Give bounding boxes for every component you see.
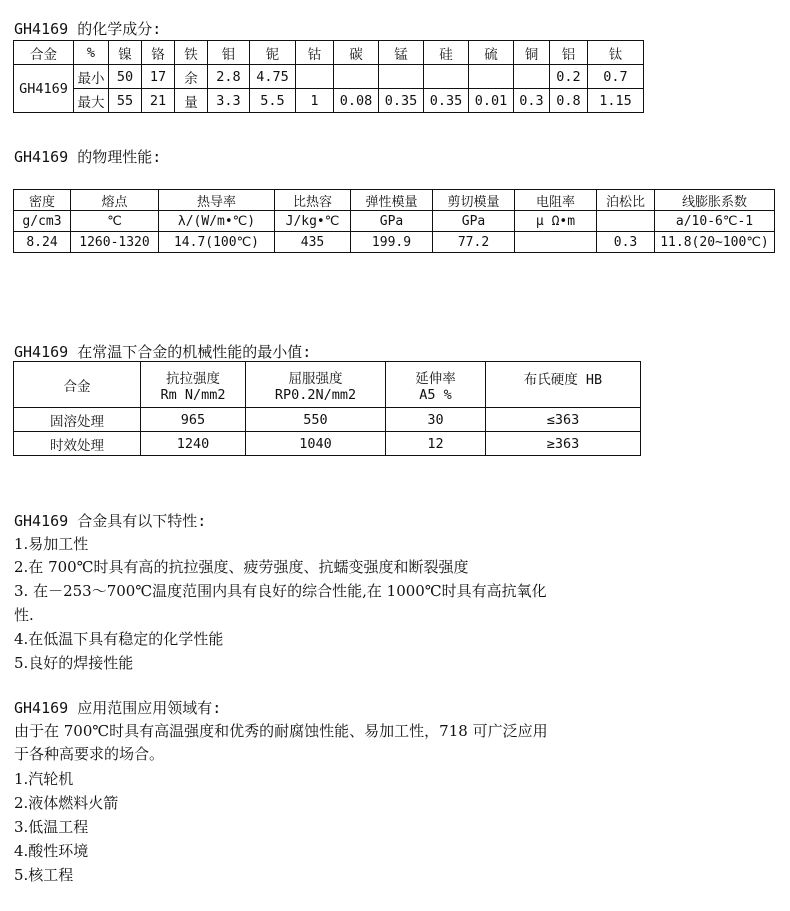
table-cell: 30 (386, 408, 486, 432)
application-item: 2.液体燃料火箭 (14, 794, 119, 812)
physical-heading: GH4169 的物理性能: (14, 148, 162, 166)
features-heading: GH4169 合金具有以下特性: (14, 512, 207, 530)
applications-heading: GH4169 应用范围应用领域有: (14, 699, 222, 717)
table-cell: 1260-1320 (71, 232, 159, 253)
table-cell: 11.8(20~100℃) (655, 232, 775, 253)
header-cell: % (74, 41, 109, 65)
physical-header-row (14, 190, 775, 211)
composition-min-row (14, 65, 644, 89)
unit-cell: ℃ (71, 211, 159, 232)
header-cell: 钼 (208, 41, 250, 65)
header-cell: 合金 (14, 41, 74, 65)
table-cell: 199.9 (351, 232, 433, 253)
table-cell: 2.8 (208, 65, 250, 89)
header-cell: 碳 (334, 41, 379, 65)
composition-table (13, 40, 644, 113)
table-cell: 0.7 (588, 65, 644, 89)
physical-units-row (14, 211, 775, 232)
feature-item: 性. (14, 606, 34, 624)
header-cell: 硫 (469, 41, 514, 65)
tensile-unit: Rm N/mm2 (160, 386, 226, 403)
mechanical-heading: GH4169 在常温下合金的机械性能的最小值: (14, 343, 312, 361)
header-cell (246, 362, 386, 408)
table-cell: 17 (142, 65, 175, 89)
table-cell: 最小 (74, 65, 109, 89)
unit-cell: GPa (433, 211, 515, 232)
table-cell: 435 (275, 232, 351, 253)
composition-max-row (14, 89, 644, 113)
composition-heading: GH4169 的化学成分: (14, 20, 162, 38)
table-cell: 0.35 (379, 89, 424, 113)
header-cell: 钴 (296, 41, 334, 65)
table-cell: 965 (141, 408, 246, 432)
table-cell: 0.08 (334, 89, 379, 113)
table-cell: 50 (109, 65, 142, 89)
table-cell: 21 (142, 89, 175, 113)
mechanical-header-row (14, 362, 641, 408)
table-cell: 时效处理 (14, 432, 141, 456)
unit-cell: λ/(W/m•℃) (159, 211, 275, 232)
table-cell: 量 (175, 89, 208, 113)
header-cell: 剪切模量 (433, 190, 515, 211)
table-cell: 3.3 (208, 89, 250, 113)
application-item: 1.汽轮机 (14, 770, 74, 788)
table-cell: 0.8 (550, 89, 588, 113)
table-cell: 固溶处理 (14, 408, 141, 432)
header-cell: 铝 (550, 41, 588, 65)
header-cell: 泊松比 (597, 190, 655, 211)
tensile-label: 抗拉强度 (166, 370, 220, 387)
unit-cell: J/kg•℃ (275, 211, 351, 232)
table-cell: 0.3 (597, 232, 655, 253)
table-cell (379, 65, 424, 89)
yield-label: 屈服强度 (288, 370, 343, 387)
table-cell: 1.15 (588, 89, 644, 113)
table-cell: 12 (386, 432, 486, 456)
alloy-cell: GH4169 (14, 65, 74, 113)
header-cell: 线膨胀系数 (655, 190, 775, 211)
table-cell: 1240 (141, 432, 246, 456)
applications-intro: 于各种高要求的场合。 (14, 745, 165, 763)
header-cell: 硅 (424, 41, 469, 65)
header-cell: 钛 (588, 41, 644, 65)
table-cell: 0.3 (514, 89, 550, 113)
table-cell: 0.2 (550, 65, 588, 89)
table-cell (469, 65, 514, 89)
feature-item: 3. 在－253～700℃温度范围内具有良好的综合性能,在 1000℃时具有高抗氧化 (14, 582, 547, 600)
feature-item: 4.在低温下具有稳定的化学性能 (14, 630, 224, 648)
elongation-label: 延伸率 (415, 370, 456, 387)
header-cell: 热导率 (159, 190, 275, 211)
unit-cell: μ Ω•m (515, 211, 597, 232)
table-cell: 14.7(100℃) (159, 232, 275, 253)
table-cell (334, 65, 379, 89)
composition-header-row (14, 41, 644, 65)
header-cell: 铜 (514, 41, 550, 65)
header-cell (386, 362, 486, 408)
table-cell: 4.75 (250, 65, 296, 89)
table-cell: 余 (175, 65, 208, 89)
table-cell (424, 65, 469, 89)
elongation-unit: A5 % (419, 386, 452, 403)
physical-values-row (14, 232, 775, 253)
header-cell: 密度 (14, 190, 71, 211)
unit-cell: g/cm3 (14, 211, 71, 232)
table-cell: 550 (246, 408, 386, 432)
feature-item: 5.良好的焊接性能 (14, 654, 134, 672)
table-cell: 0.01 (469, 89, 514, 113)
mechanical-row (14, 408, 641, 432)
table-cell (296, 65, 334, 89)
header-cell (141, 362, 246, 408)
header-cell: 布氏硬度 HB (486, 362, 641, 408)
header-cell: 电阻率 (515, 190, 597, 211)
table-cell: 最大 (74, 89, 109, 113)
applications-intro: 由于在 700℃时具有高温强度和优秀的耐腐蚀性能、易加工性，718 可广泛应用 (14, 722, 548, 740)
unit-cell (597, 211, 655, 232)
unit-cell: a/10-6℃-1 (655, 211, 775, 232)
table-cell: ≤363 (486, 408, 641, 432)
table-cell: 0.35 (424, 89, 469, 113)
header-cell: 铁 (175, 41, 208, 65)
feature-item: 2.在 700℃时具有高的抗拉强度、疲劳强度、抗蠕变强度和断裂强度 (14, 558, 469, 576)
header-cell: 合金 (14, 362, 141, 408)
table-cell: 55 (109, 89, 142, 113)
table-cell: 77.2 (433, 232, 515, 253)
feature-item: 1.易加工性 (14, 535, 89, 553)
header-cell: 熔点 (71, 190, 159, 211)
unit-cell: GPa (351, 211, 433, 232)
table-cell (514, 65, 550, 89)
table-cell: 1 (296, 89, 334, 113)
header-cell: 弹性模量 (351, 190, 433, 211)
physical-table (13, 189, 775, 253)
mechanical-table (13, 361, 641, 456)
yield-unit: RP0.2N/mm2 (274, 386, 357, 403)
header-cell: 比热容 (275, 190, 351, 211)
table-cell: ≥363 (486, 432, 641, 456)
header-cell: 铬 (142, 41, 175, 65)
application-item: 3.低温工程 (14, 818, 89, 836)
table-cell: 8.24 (14, 232, 71, 253)
mechanical-row (14, 432, 641, 456)
table-cell (515, 232, 597, 253)
application-item: 5.核工程 (14, 866, 74, 884)
header-cell: 铌 (250, 41, 296, 65)
table-cell: 5.5 (250, 89, 296, 113)
table-cell: 1040 (246, 432, 386, 456)
header-cell: 锰 (379, 41, 424, 65)
application-item: 4.酸性环境 (14, 842, 89, 860)
header-cell: 镍 (109, 41, 142, 65)
